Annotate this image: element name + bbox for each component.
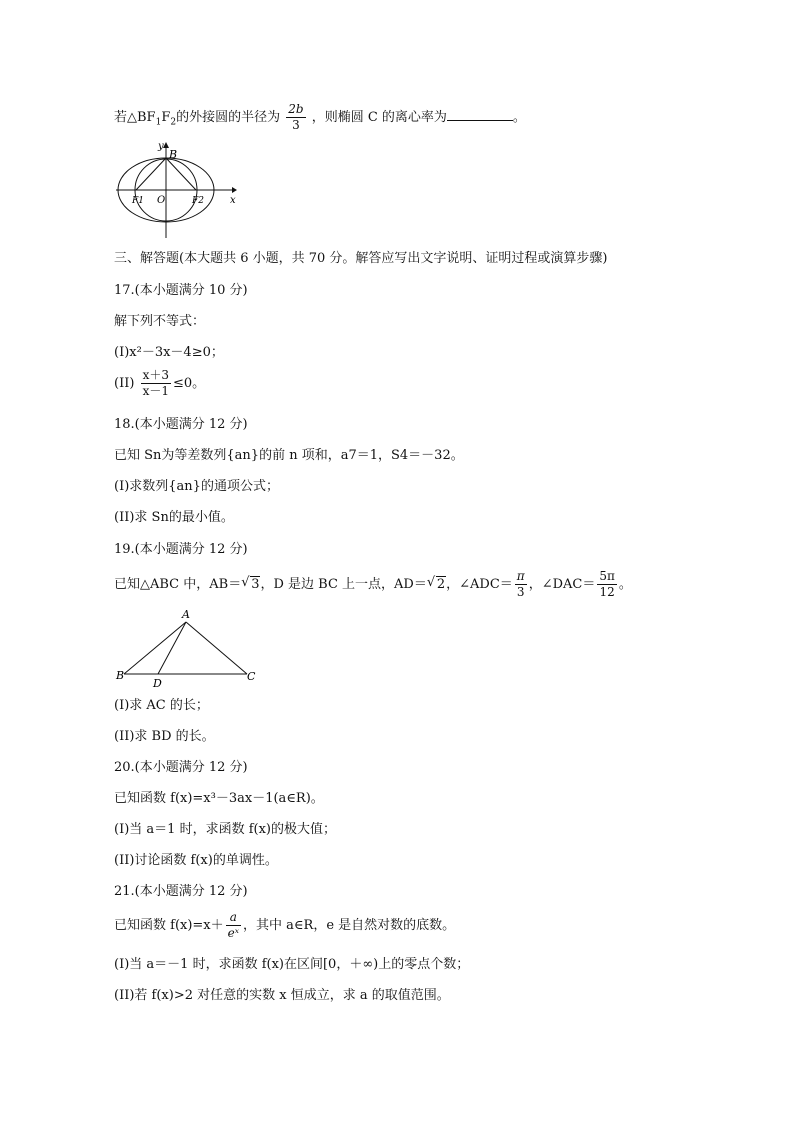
- q21-frac-num: a: [226, 910, 241, 926]
- q19-f2-num: 5π: [599, 569, 615, 583]
- q19-fraction-1: [515, 569, 527, 600]
- q21-part1: (I)当 a＝－1 时，求函数 f(x)在区间[0，＋∞)上的零点个数；: [114, 957, 470, 972]
- label-a: A: [182, 608, 190, 621]
- segment-ad: [158, 622, 186, 674]
- q19-f1-den: 3: [516, 585, 525, 599]
- q19-rad1: 3: [251, 577, 260, 592]
- q17-part2: [114, 368, 205, 399]
- q19-stem-b: ，D 是边 BC 上一点，AD＝: [260, 577, 427, 592]
- answer-blank: [447, 108, 513, 121]
- q16-sub1: 1: [155, 117, 162, 128]
- q16-frac-num: 2b: [288, 102, 304, 116]
- q16-pre: 若△BF: [114, 110, 156, 125]
- q17-fraction: [141, 368, 171, 399]
- label-b: B: [169, 148, 178, 161]
- label-y: y: [158, 141, 164, 152]
- q21-fraction: [226, 910, 241, 941]
- segment-ac: [186, 622, 247, 674]
- sqrt-2: √ 2: [426, 575, 446, 592]
- q16-post2: ，则椭圆 C 的离心率为: [311, 110, 447, 125]
- q20-part2: (II)讨论函数 f(x)的单调性。: [114, 853, 278, 868]
- q21-part2: (II)若 f(x)>2 对任意的实数 x 恒成立，求 a 的取值范围。: [114, 988, 450, 1003]
- q19-fraction-2: [597, 569, 617, 600]
- q17-intro: 解下列不等式：: [114, 314, 206, 329]
- q20-stem: 已知函数 f(x)=x³－3ax－1(a∈R)。: [114, 791, 324, 806]
- q18-stem: 已知 Sn为等差数列{an}的前 n 项和，a7＝1，S4＝－32。: [114, 448, 464, 463]
- q17-p2-label: (II): [114, 376, 135, 391]
- q16-frac-den: 3: [292, 118, 300, 132]
- q19-header: 19.(本小题满分 12 分): [114, 542, 248, 557]
- q17-frac-num: x＋3: [142, 368, 169, 382]
- q21-stem-b: ，其中 a∈R，e 是自然对数的底数。: [243, 918, 456, 933]
- q18-part1: (I)求数列{an}的通项公式；: [114, 479, 279, 494]
- triangle-figure: [114, 606, 260, 690]
- q21-header: 21.(本小题满分 12 分): [114, 884, 248, 899]
- q17-p2-tail: ≤0。: [172, 376, 206, 391]
- q16-sub2: 2: [170, 117, 177, 128]
- q18-header: 18.(本小题满分 12 分): [114, 417, 248, 432]
- q16-fraction: [286, 102, 305, 133]
- ellipse-figure: [114, 140, 238, 240]
- sqrt-3: √ 3: [241, 575, 260, 592]
- label-f1: F1: [132, 196, 144, 206]
- q19-part1: (I)求 AC 的长；: [114, 698, 209, 713]
- q21-stem-a: 已知函数 f(x)=x＋: [114, 918, 224, 933]
- q19-f2-den: 12: [599, 585, 615, 599]
- q19-stem-e: 。: [618, 577, 632, 592]
- section-heading: 三、解答题(本大题共 6 小题，共 70 分。解答应写出文字说明、证明过程或演算步骤): [114, 251, 608, 266]
- q20-header: 20.(本小题满分 12 分): [114, 760, 248, 775]
- q16-text: [114, 102, 526, 133]
- label-x: x: [230, 195, 236, 206]
- q16-post1: 的外接圆的半径为: [176, 110, 281, 125]
- q17-header: 17.(本小题满分 10 分): [114, 283, 248, 298]
- q19-f1-num: π: [516, 569, 525, 583]
- q18-part2: (II)求 Sn的最小值。: [114, 510, 234, 525]
- label-f2: F2: [192, 196, 204, 206]
- q19-stem-a: 已知△ABC 中，AB＝: [114, 577, 242, 592]
- q16-end: 。: [512, 110, 526, 125]
- q19-stem-c: ，∠ADC＝: [446, 577, 513, 592]
- q21-frac-den: eˣ: [227, 926, 240, 940]
- q19-stem-d: ，∠DAC＝: [528, 577, 596, 592]
- q16-mid: F: [161, 110, 171, 125]
- segment-ab: [124, 622, 186, 674]
- q19-rad2: 2: [436, 577, 446, 592]
- q17-part1: (I)x²－3x－4≥0；: [114, 345, 224, 360]
- label-d: D: [153, 677, 162, 690]
- q19-stem: [114, 569, 632, 600]
- label-b-point: B: [116, 669, 125, 682]
- q20-part1: (I)当 a＝1 时，求函数 f(x)的极大值；: [114, 822, 336, 837]
- q17-frac-den: x－1: [142, 384, 169, 398]
- label-o: O: [157, 195, 166, 206]
- x-axis-arrow: [232, 187, 237, 193]
- q19-part2: (II)求 BD 的长。: [114, 729, 215, 744]
- q21-stem: [114, 910, 455, 941]
- label-c: C: [247, 670, 256, 683]
